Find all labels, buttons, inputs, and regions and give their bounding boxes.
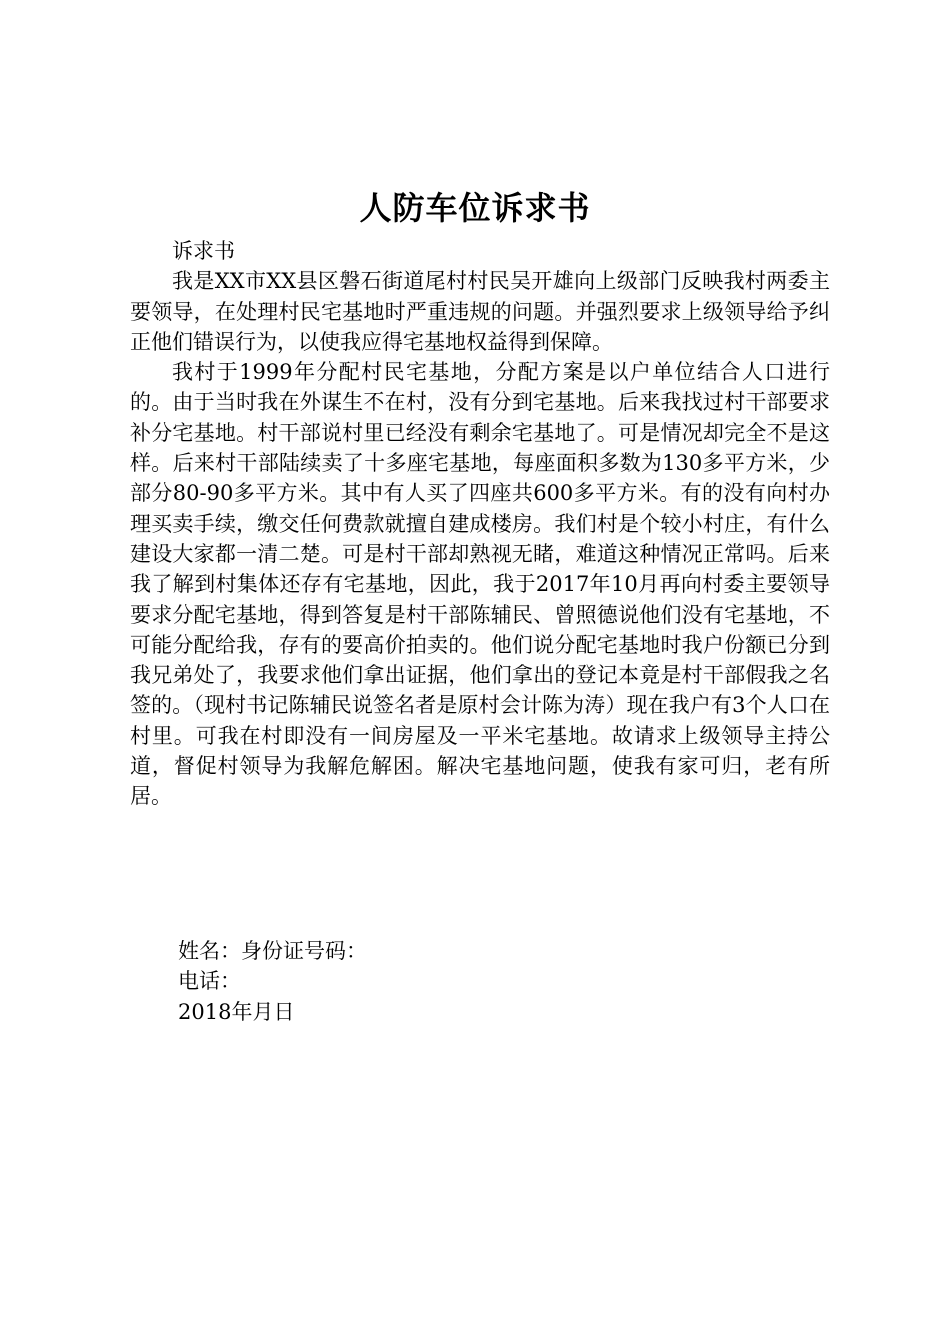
document-title: 人防车位诉求书 [359,189,591,227]
document-body [130,236,830,812]
signature-block [178,936,678,1027]
name-id-line: 姓名：身份证号码： [178,939,367,963]
salutation: 诉求书 [172,239,235,263]
paragraph-intro: 我是XX市XX县区磐石街道尾村村民吴开雄向上级部门反映我村两委主要领导，在处理村民宅基地时严重违规的问题。并强烈要求上级领导给予纠正他们错误行为，以使我应得宅基地权益得到保障。 [130,269,830,354]
phone-line: 电话： [178,969,241,994]
date-line: 2018年月日 [178,999,295,1024]
paragraph-details: 我村于1999年分配村民宅基地，分配方案是以户单位结合人口进行的。由于当时我在外谋生不在村，没有分到宅基地。后来我找过村干部要求补分宅基地。村干部说村里已经没有剩余宅基地了。可是情况却完全不是这样。后来村干部陆续卖了十多座宅基地，每座面积多数为130多平方米，少部分80-90多平方米。其中有人买了四座共600多平方米。有的没有向村办理买卖手续，缴交任何费款就擅自建成楼房。我们村是个较小村庄，有什么建设大家都一清二楚。可是村干部却熟视无睹，难道这种情况正常吗。后来我了解到村集体还存有宅基地，因此，我于2017年10月再向村委主要领导要求分配宅基地，得到答复是村干部陈辅民、曾照德说他们没有宅基地，不可能分配给我，存有的要高价拍卖的。他们说分配宅基地时我户份额已分到我兄弟处了，我要求他们拿出证据，他们拿出的登记本竟是村干部假我之名签的。（现村书记陈辅民说签名者是原村会计陈为涛）现在我户有3个人口在村里。可我在村即没有一间房屋及一平米宅基地。故请求上级领导主持公道，督促村领导为我解危解困。解决宅基地问题，使我有家可归，老有所居。 [130,360,830,809]
